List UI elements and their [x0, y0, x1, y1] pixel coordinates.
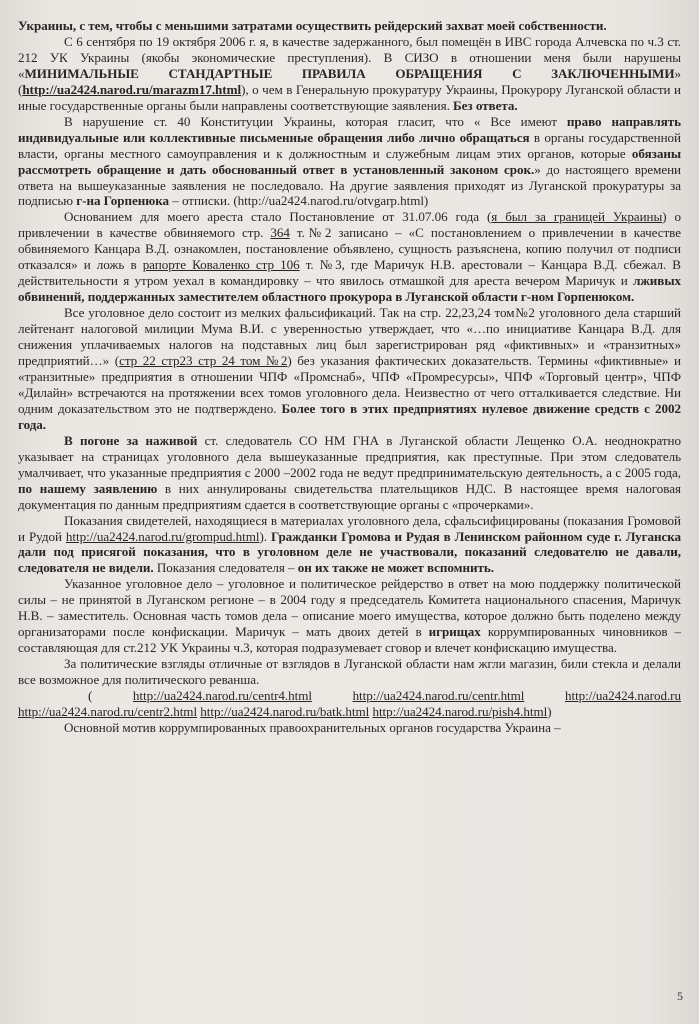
paragraph-7: [18, 513, 681, 577]
link-text[interactable]: стр 22 стр23 стр 24 том №2: [119, 353, 288, 369]
text-run: ст. следователь СО НМ ГНА в Луганской области Лещенко О.А. неоднократно указывает на страницах уголовного дела вышеуказанные предприятия, как преступные. При этом следователь умалчивает, что указанные предприятия с 2000 –2002 года не ведут предпринимательскую деятельность, а с 2005 года,: [18, 432, 681, 480]
text-run: – отписки. (http://ua2424.narod.ru/otvgarp.html): [169, 193, 429, 209]
bold-text: Гражданки Громова и Рудая в Ленинском районном суде г. Луганска дали под присягой показания, что в уголовном деле не участвовали, показаний следователю не давали, следователя не видели.: [18, 528, 682, 576]
link-text[interactable]: http://ua2424.narod.ru/marazm17.html: [22, 81, 242, 97]
text-run: » (: [18, 65, 681, 97]
link-text[interactable]: http://ua2424.narod.ru/centr.html: [352, 688, 525, 704]
bold-text: право направлять индивидуальные или коллективные письменные обращения либо лично обращаться: [18, 113, 681, 145]
text-run: Указанное уголовное дело – уголовное и политическое рейдерство в ответ на мою поддержку политической силы – не принятой в Луганском регионе – в 2004 году я председатель Комитета национального спасения, Маричук Н.В. – заместитель. Основная часть томов дела – описание моего имущества, которое должно быть поделено между организаторами после конфискации. Маричук – мать двоих детей в: [18, 576, 681, 640]
text-run: ) без указания фактических доказательств. Термины «фиктивные» и «транзитные» предприятия в отношении ЧПФ «Промснаб», ЧПФ «Промресурсы», ЧПФ «Торговый центр», ЧПФ «Дилайн» встречаются на протяжении всех томов уголовного дела. Неизвестно от чего отталкивается следствие. Ни одним доказательством это не подтверждено.: [18, 353, 681, 416]
bold-text: обязаны рассмотреть обращение и дать обоснованный ответ в установленный законом срок.: [18, 145, 681, 177]
paragraph-9: [18, 656, 681, 688]
text-run: С 6 сентября по 19 октября 2006 г. я, в качестве задержанного, был помещён в ИВС города Алчевска по ч.3 ст. 212 УК Украины (якобы экономические преступления). В СИЗО в отношении меня были нарушены «: [18, 33, 681, 81]
link-text[interactable]: рапорте Коваленко стр 106: [142, 257, 300, 273]
text-run: Основной мотив коррумпированных правоохранительных органов государства Украина –: [64, 719, 561, 735]
text-run: (: [88, 688, 133, 704]
text-run: Основанием для моего ареста стало Постановление от 31.07.06 года (: [64, 209, 492, 225]
text-run: Показания следователя –: [153, 560, 298, 576]
link-text[interactable]: http://ua2424.narod.ru/grompud.html: [65, 528, 260, 544]
text-run: » до настоящего времени ответа на вышеуказанные заявления не последовало. На другие заявления приходят из Луганской прокуратуры за подписью: [18, 161, 681, 209]
bold-text: В погоне за наживой: [64, 432, 198, 448]
bold-text: МИНИМАЛЬНЫЕ СТАНДАРТНЫЕ ПРАВИЛА ОБРАЩЕНИЯ С ЗАКЛЮЧЕННЫМИ: [24, 65, 675, 81]
text-run: т.№2 записано – «С постановлением о привлечении в качестве обвиняемого Канцара В.Д. ознакомлен, постановление объявлено, сущность разъяснена, копию получил от подписи отказался» и ложь в: [18, 225, 681, 273]
link-text[interactable]: 364: [270, 225, 290, 241]
text-run: Все уголовное дело состоит из мелких фальсификаций. Так на стр. 22,23,24 том№2 уголовного дела старший лейтенант налоговой милиции Мума В.И. с уверенностью утверждает, что «…по инициативе Канцара В.Д. для снижения уплачиваемых налогов на подставных лиц был зарегистрирован ряд «фиктивных» и «транзитных» предприятий…» (: [18, 305, 681, 369]
link-text[interactable]: http://ua2424.narod.ru/centr2.html: [18, 703, 198, 719]
text-run: ) о привлечении в качестве обвиняемого стр.: [18, 209, 681, 241]
link-text[interactable]: http://ua2424.narod.ru/batk.html: [200, 703, 370, 719]
text-run: ): [547, 703, 552, 719]
page-number: 5: [677, 989, 683, 1003]
bold-text: Украины, с тем, чтобы с меньшими затратами осуществить рейдерский захват моей собственности.: [18, 18, 607, 33]
text-run: [312, 688, 353, 703]
paragraph-6: [18, 433, 681, 513]
text-run: т. №3, где Маричук Н.В. арестовали – Канцара В.Д. сбежал. В действительности я утром уехал в командировку – что явилось отмашкой для ареста вечером Маричук и: [18, 257, 681, 289]
paragraph-3: [18, 114, 681, 210]
text-run: ).: [259, 528, 271, 544]
paragraph-8: [18, 576, 681, 656]
paragraph-2: [18, 34, 681, 114]
bold-text: игрищах: [428, 624, 481, 640]
text-run: в них аннулированы свидетельства плательщиков НДС. В настоящее время налоговая документация по данным предприятиям сдается в соответствующие органы с «прочерками».: [18, 480, 681, 512]
paragraph-4: [18, 209, 681, 305]
text-run: в органы государственной власти, органы местного самоуправления и к должностным и служебным лицам этих органов, которые: [18, 129, 682, 161]
text-run: ), о чем в Генеральную прокуратуру Украины, Прокурору Луганской области и иные государственные органы были направлены соответствующие заявления.: [18, 81, 681, 113]
bold-text: лживых обвинений, поддержанных заместителем областного прокурора в Луганской области г-ном Горпенюком.: [18, 273, 681, 305]
link-text[interactable]: я был за границей Украины: [491, 209, 663, 225]
text-run: За политические взгляды отличные от взглядов в Луганской области нам жгли магазин, били стекла и делали все возможное для политического реванша.: [18, 656, 681, 688]
links-paragraph: [18, 688, 681, 720]
link-text[interactable]: http://ua2424.narod.ru/pish4.html: [372, 703, 548, 719]
bold-text: Без ответа.: [453, 97, 518, 113]
paragraph-1: [18, 18, 681, 34]
bold-text: г-на Горпенюка: [76, 193, 170, 209]
text-run: коррумпированных чиновников – составляющая для ст.212 УК Украины ч.3, которая подразумевает сговор и влечет конфискацию имущества.: [18, 624, 681, 656]
link-text[interactable]: http://ua2424.narod.ru/centr4.html: [132, 688, 312, 704]
text-run: [524, 688, 565, 703]
bold-text: он их также не может вспомнить.: [297, 560, 495, 576]
paragraph-10: [18, 720, 681, 736]
paragraph-5: [18, 305, 681, 433]
bold-text: по нашему заявлению: [18, 480, 158, 496]
bold-text: Более того в этих предприятиях нулевое движение средств с 2002 года.: [18, 400, 681, 432]
text-run: В нарушение ст. 40 Конституции Украины, которая гласит, что « Все имеют: [64, 113, 567, 129]
link-text[interactable]: http://ua2424.narod.ru: [564, 688, 681, 704]
text-run: Показания свидетелей, находящиеся в материалах уголовного дела, сфальсифицированы (показания Громовой и Рудой: [18, 512, 681, 544]
